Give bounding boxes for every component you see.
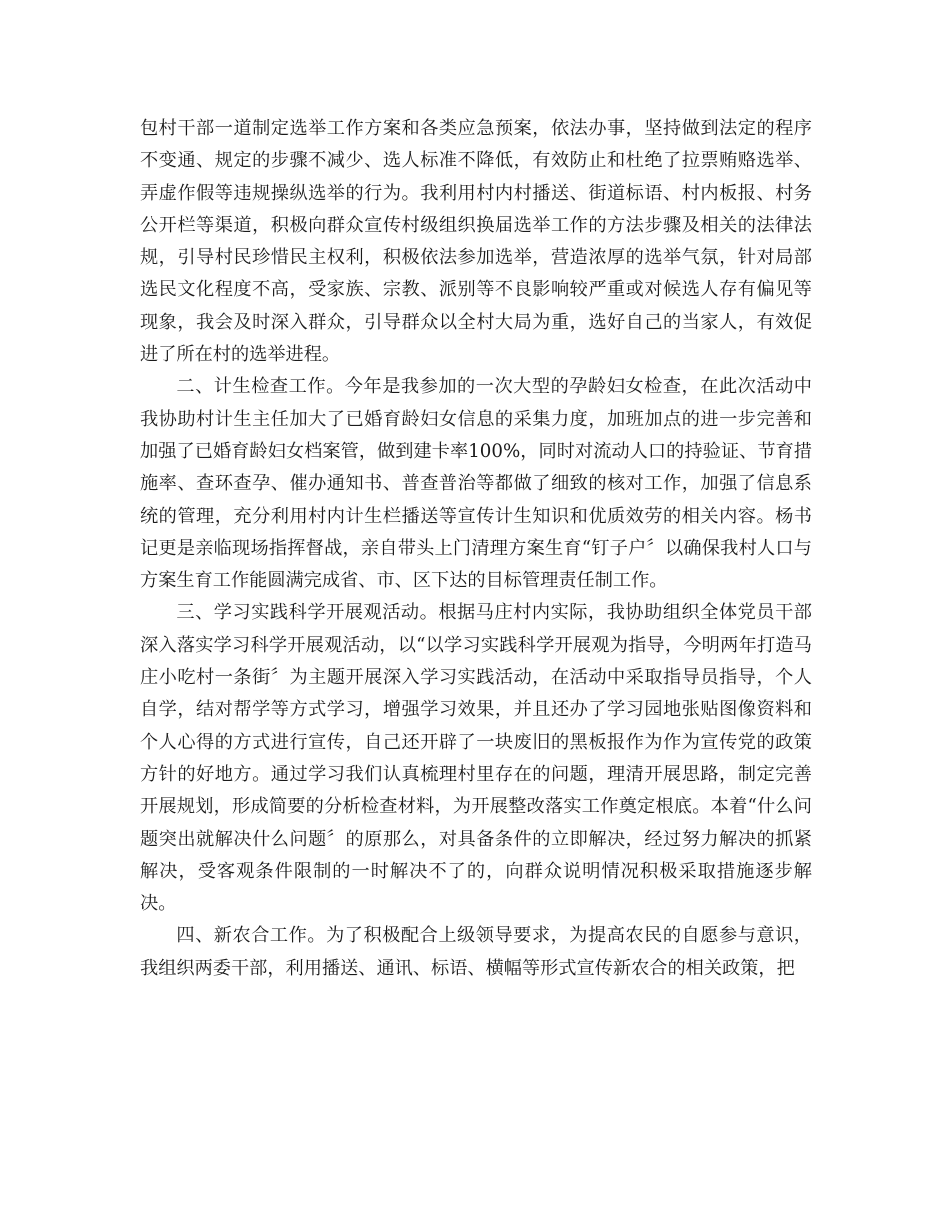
document-body xyxy=(140,113,812,985)
paragraph-scientific-development: 三、学习实践科学开展观活动。根据马庄村内实际，我协助组织全体党员干部深入落实学习科学开展观活动，以“以学习实践科学开展观为指导，今明两年打造马庄小吃村一条街〞为主题开展深入学习实践活动，在活动中采取指导员指导，个人自学，结对帮学等方式学习，增强学习效果，并且还办了学习园地张贴图像资料和个人心得的方式进行宣传，自己还开辟了一块废旧的黑板报作为作为宣传党的政策方针的好地方。通过学习我们认真梳理村里存在的问题，理清开展思路，制定完善开展规划，形成简要的分析检查材料，为开展整改落实工作奠定根底。本着“什么问题突出就解决什么问题〞的原那么，对具备条件的立即解决，经过努力解决的抓紧解决，受客观条件限制的一时解决不了的，向群众说明情况积极采取措施逐步解决。 xyxy=(140,602,812,915)
paragraph-rural-cooperative-medical: 四、新农合工作。为了积极配合上级领导要求，为提高农民的自愿参与意识，我组织两委干部，利用播送、通讯、标语、横幅等形式宣传新农合的相关政策，把 xyxy=(140,925,812,979)
paragraph-election-continued: 包村干部一道制定选举工作方案和各类应急预案，依法办事，坚持做到法定的程序不变通、规定的步骤不减少、选人标准不降低，有效防止和杜绝了拉票贿赂选举、弄虚作假等违规操纵选举的行为。我利用村内村播送、街道标语、村内板报、村务公开栏等渠道，积极向群众宣传村级组织换届选举工作的方法步骤及相关的法律法规，引导村民珍惜民主权利，积极依法参加选举，营造浓厚的选举气氛，针对局部选民文化程度不高，受家族、宗教、派别等不良影响较严重或对候选人存有偏见等现象，我会及时深入群众，引导群众以全村大局为重，选好自己的当家人，有效促进了所在村的选举进程。 xyxy=(140,118,812,366)
paragraph-family-planning: 二、计生检查工作。今年是我参加的一次大型的孕龄妇女检查，在此次活动中我协助村计生主任加大了已婚育龄妇女信息的采集力度，加班加点的进一步完善和加强了已婚育龄妇女档案管，做到建卡率100%，同时对流动人口的持验证、节育措施率、查环查孕、催办通知书、普查普治等都做了细致的核对工作，加强了信息系统的管理，充分利用村内计生栏播送等宣传计生知识和优质效劳的相关内容。杨书记更是亲临现场指挥督战，亲自带头上门清理方案生育“钉子户〞以确保我村人口与方案生育工作能圆满完成省、市、区下达的目标管理责任制工作。 xyxy=(140,376,812,592)
